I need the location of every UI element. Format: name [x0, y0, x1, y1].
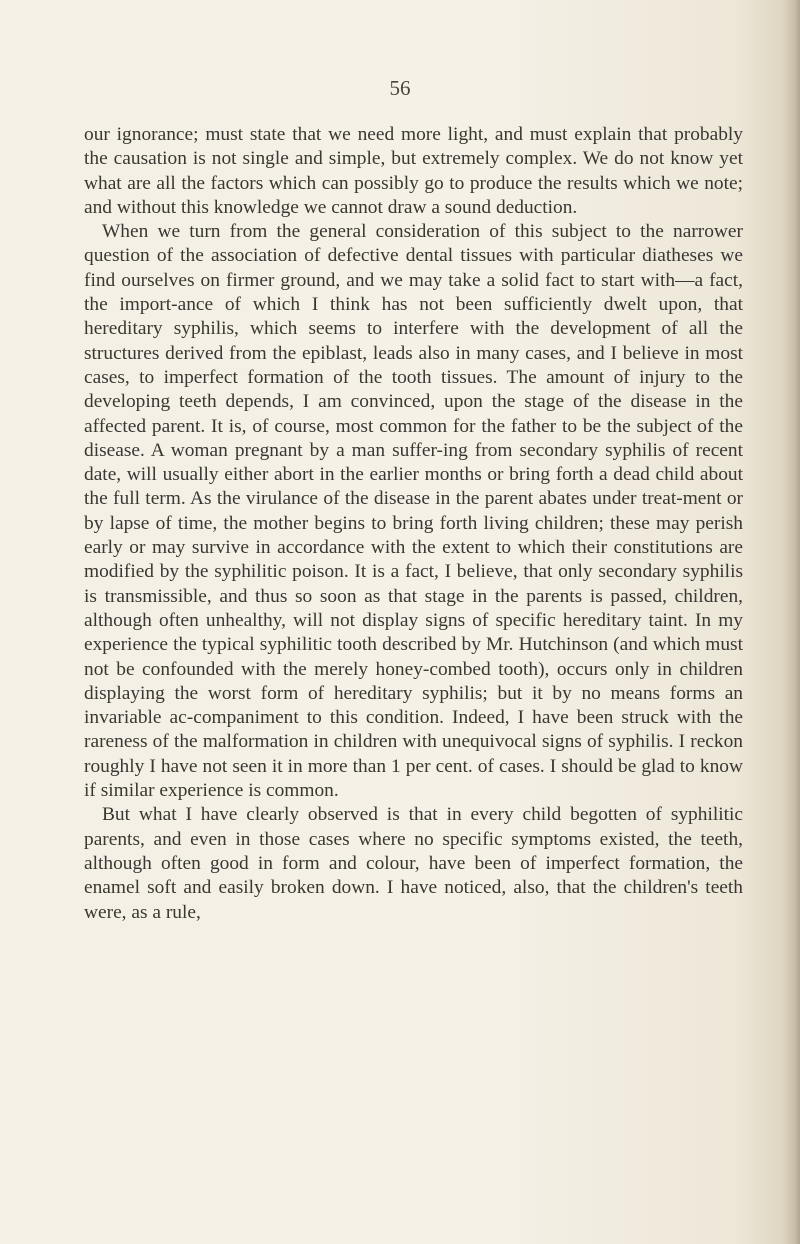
- page-edge-shadow: [782, 0, 800, 1244]
- paragraph: our ignorance; must state that we need more light, and must explain that probably the causation is not single and simple, but extremely complex. We do not know yet what are all the factors which can possibly go to produce the results which we note; and without this knowledge we cannot draw a sound deduction.: [84, 124, 743, 218]
- body-text: [84, 123, 743, 925]
- page-number: 56: [389, 76, 411, 100]
- paragraph: But what I have clearly observed is that in every child begotten of syphilitic parents, and even in those cases where no specific symptoms existed, the teeth, although often good in form and colour, have been of imperfect formation, the enamel soft and easily broken down. I have noticed, also, that the children's teeth were, as a rule,: [84, 804, 743, 923]
- paragraph: When we turn from the general consideration of this subject to the narrower question of the association of defective dental tissues with particular diatheses we find ourselves on firmer ground, and we may take a solid fact to start with—a fact, the import-ance of which I think has not been sufficiently dwelt upon, that hereditary syphilis, which seems to interfere with the development of all the structures derived from the epiblast, leads also in many cases, and I believe in most cases, to imperfect formation of the tooth tissues. The amount of injury to the developing teeth depends, I am convinced, upon the stage of the disease in the affected parent. It is, of course, most common for the father to be the subject of the disease. A woman pregnant by a man suffer-ing from secondary syphilis of recent date, will usually either abort in the earlier months or bring forth a dead child about the full term. As the virulance of the disease in the parent abates under treat-ment or by lapse of time, the mother begins to bring forth living children; these may perish early or may survive in accordance with the extent to which their constitutions are modified by the syphilitic poison. It is a fact, I believe, that only secondary syphilis is transmissible, and thus so soon as that stage in the parents is passed, children, although often unhealthy, will not display signs of specific hereditary taint. In my experience the typical syphilitic tooth described by Mr. Hutchinson (and which must not be confounded with the merely honey-combed tooth), occurs only in children displaying the worst form of hereditary syphilis; but it by no means forms an invariable ac-companiment to this condition. Indeed, I have been struck with the rareness of the malformation in children with unequivocal signs of syphilis. I reckon roughly I have not seen it in more than 1 per cent. of cases. I should be glad to know if similar experience is common.: [84, 221, 743, 802]
